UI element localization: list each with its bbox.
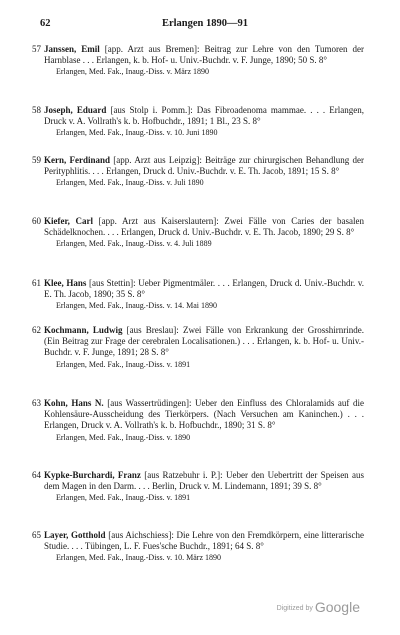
watermark-prefix: Digitized by <box>276 605 313 612</box>
entry-author: Kern, Ferdinand <box>44 155 111 165</box>
bibliography-entry-64 <box>32 470 364 504</box>
entry-author: Kypke-Burchardi, Franz <box>44 470 141 480</box>
bibliography-entry-59 <box>32 155 364 189</box>
entry-note: Erlangen, Med. Fak., Inaug.-Diss. v. Juli 1890 <box>56 178 204 188</box>
entry-number: 58 <box>32 105 41 115</box>
entry-number: 62 <box>32 325 41 335</box>
page-header <box>40 18 370 32</box>
bibliography-entry-65 <box>32 530 364 564</box>
entry-number: 63 <box>32 398 41 408</box>
entry-text: [aus Stolp i. Pomm.]: Das Fibroadenoma mammae. . . . Erlangen, Druck v. A. Vollrath's k. b. Hofbuchdr., 1891; 1 Bl., 23 S. 8° <box>44 105 364 127</box>
entry-note: Erlangen, Med. Fak., Inaug.-Diss. v. März 1890 <box>56 67 210 77</box>
entry-text: [aus Ratzebuhr i. P.]: Ueber den Uebertritt der Speisen aus dem Magen in den Darm. . . . Berlin, Druck v. M. Lindemann, 1891; 39 S. 8° <box>44 470 364 492</box>
entry-note: Erlangen, Med. Fak., Inaug.-Diss. v. 10. März 1890 <box>56 553 222 563</box>
entry-note: Erlangen, Med. Fak., Inaug.-Diss. v. 14. Mai 1890 <box>56 301 218 311</box>
google-watermark <box>277 599 360 617</box>
running-title: Erlangen 1890—91 <box>161 18 249 29</box>
entry-text: [aus Breslau]: Zwei Fälle von Erkrankung der Grosshirnrinde. (Ein Beitrag zur Frage der cerebralen Localisationen.) . . . Erlangen, k. b. Hof- u. Univ.-Buchdr. v. F. Junge, 1891; 28 S. 8° <box>44 325 364 358</box>
entry-author: Kiefer, Carl <box>44 216 94 226</box>
page-number: 62 <box>40 18 51 29</box>
entry-text: [aus Aichschiess]: Die Lehre von den Fremdkörpern, eine litterarische Studie. . . . Tübingen, L. F. Fues'sche Buchdr., 1891; 64 S. 8° <box>44 530 364 552</box>
entry-note: Erlangen, Med. Fak., Inaug.-Diss. v. 4. Juli 1889 <box>56 239 212 249</box>
entry-author: Layer, Gotthold <box>44 530 106 540</box>
entry-number: 60 <box>32 216 41 226</box>
entry-author: Kochmann, Ludwig <box>44 325 123 335</box>
bibliography-entry-63 <box>32 398 364 443</box>
entry-note: Erlangen, Med. Fak., Inaug.-Diss. v. 1891 <box>56 359 191 369</box>
entry-text: [aus Stettin]: Ueber Pigmentmäler. . . . Erlangen, Druck d. Univ.-Buchdr. v. E. Th. Jacob, 1890; 35 S. 8° <box>44 278 365 300</box>
entry-body <box>44 325 364 370</box>
entry-text: [aus Wassertrüdingen]: Ueber den Einfluss des Chloralamids auf die Kohlensäure-Ausscheidung des Tierkörpers. (Nach Versuchen am Kaninchen.) . . . Erlangen, Druck v. A. Vollrath's k. b. Hofbuchdr., 1890; 31 S. 8° <box>44 398 364 431</box>
entry-text: [app. Arzt aus Kaiserslautern]: Zwei Fälle von Caries der basalen Schädelknochen. . . . Erlangen, Druck d. Univ.-Buchdr. v. E. Th. Jacob, 1890; 29 S. 8° <box>44 216 364 238</box>
entry-body <box>44 44 364 78</box>
entry-body <box>44 278 364 312</box>
entry-body <box>44 105 364 139</box>
bibliography-entry-60 <box>32 216 364 250</box>
entry-number: 64 <box>32 470 41 480</box>
entry-text: [app. Arzt aus Leipzig]: Beiträge zur chirurgischen Behandlung der Perityphlitis. . . . Erlangen, Druck d. Univ.-Buchdr. v. E. Th. Jacob, 1891; 15 S. 8° <box>44 155 364 177</box>
entry-note: Erlangen, Med. Fak., Inaug.-Diss. v. 1891 <box>56 493 191 503</box>
entry-body <box>44 530 364 564</box>
bibliography-entry-61 <box>32 278 365 312</box>
entry-number: 57 <box>32 44 41 54</box>
bibliography-entry-58 <box>32 105 364 139</box>
entry-body <box>44 470 364 504</box>
entry-author: Klee, Hans <box>44 278 87 288</box>
entry-number: 61 <box>32 278 41 288</box>
entry-body <box>44 155 364 189</box>
entry-body <box>44 398 364 443</box>
entry-number: 59 <box>32 155 41 165</box>
entry-author: Janssen, Emil <box>44 44 100 54</box>
entry-number: 65 <box>32 530 41 540</box>
bibliography-entry-62 <box>32 325 364 370</box>
entry-author: Kohn, Hans N. <box>44 398 104 408</box>
entry-note: Erlangen, Med. Fak., Inaug.-Diss. v. 1890 <box>56 432 191 442</box>
watermark-brand: Google <box>314 599 360 615</box>
entry-body <box>44 216 364 250</box>
bibliography-entry-57 <box>32 44 364 78</box>
entry-author: Joseph, Eduard <box>44 105 107 115</box>
entry-note: Erlangen, Med. Fak., Inaug.-Diss. v. 10. Juni 1890 <box>56 128 218 138</box>
entry-text: [app. Arzt aus Bremen]: Beitrag zur Lehre von den Tumoren der Harnblase . . . Erlangen, k. b. Hof- u. Univ.-Buchdr. v. F. Junge, 1890; 50 S. 8° <box>44 44 364 66</box>
